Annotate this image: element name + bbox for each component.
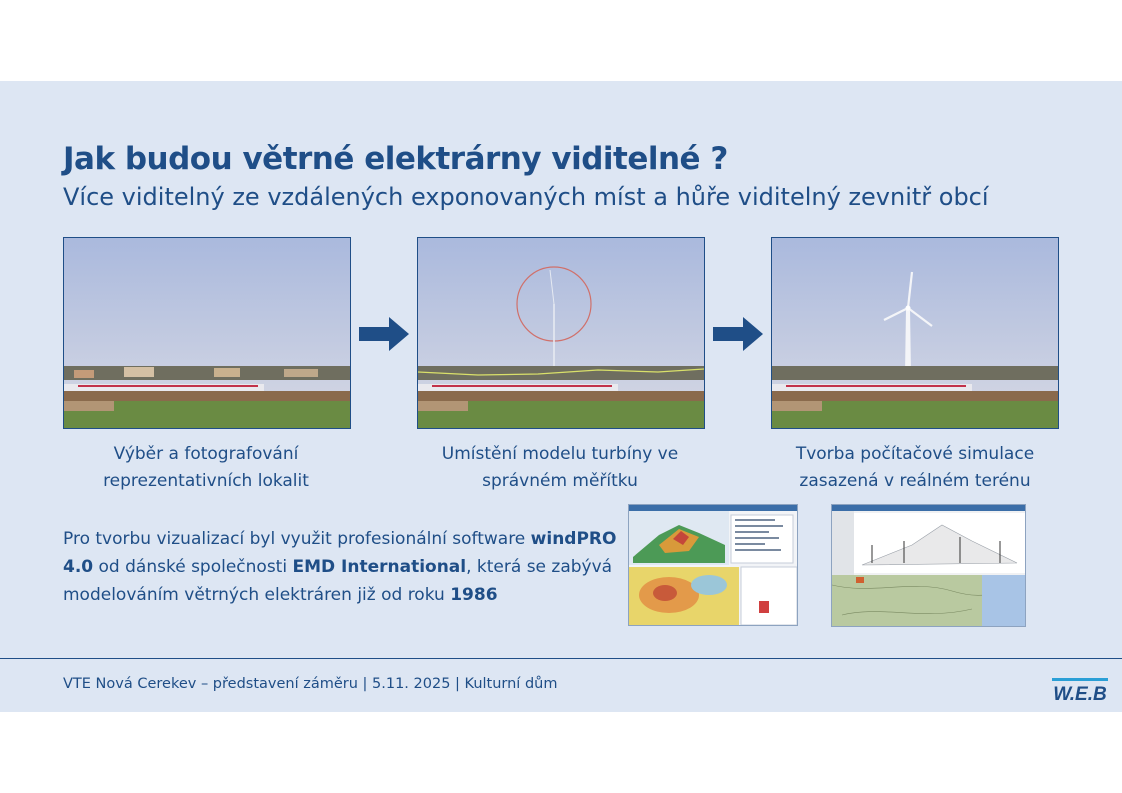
caption-step-3 (765, 441, 1065, 495)
photo-simulation (771, 237, 1059, 429)
slide-title: Jak budou větrné elektrárny viditelné ? (63, 141, 728, 177)
software-name: windPRO 4.0 (63, 529, 617, 577)
caption-line: Tvorba počítačové simulace (795, 444, 1035, 464)
description-text: od dánské společnosti (93, 557, 293, 577)
web-logo (1050, 676, 1110, 704)
company-name: EMD International (292, 557, 467, 577)
arrow-right-icon (359, 317, 409, 351)
photo-turbine-model (417, 237, 705, 429)
caption-line: reprezentativních lokalit (103, 471, 309, 491)
caption-line: správném měřítku (482, 471, 638, 491)
software-screenshot-terrain (628, 504, 798, 626)
caption-step-1 (56, 441, 356, 495)
caption-step-2 (410, 441, 710, 495)
founding-year: 1986 (450, 585, 498, 605)
logo-text: W.E.B (1053, 684, 1107, 704)
photo-location (63, 237, 351, 429)
footer-divider (0, 658, 1122, 659)
description-text: Pro tvorbu vizualizací byl využit profesionální software (63, 529, 531, 549)
footer-text: VTE Nová Cerekev – představení záměru | 5.11. 2025 | Kulturní dům (63, 676, 558, 692)
caption-line: zasazená v reálném terénu (799, 471, 1031, 491)
slide (0, 81, 1122, 712)
caption-line: Umístění modelu turbíny ve (441, 444, 679, 464)
software-screenshot-visualization (831, 504, 1026, 627)
description-text: , která se zabývá modelováním větrných elektráren již od roku (63, 557, 613, 605)
slide-subtitle: Více viditelný ze vzdálených exponovaných míst a hůře viditelný zevnitř obcí (63, 183, 989, 211)
arrow-right-icon (713, 317, 763, 351)
software-description (63, 525, 618, 609)
caption-line: Výběr a fotografování (113, 444, 299, 464)
